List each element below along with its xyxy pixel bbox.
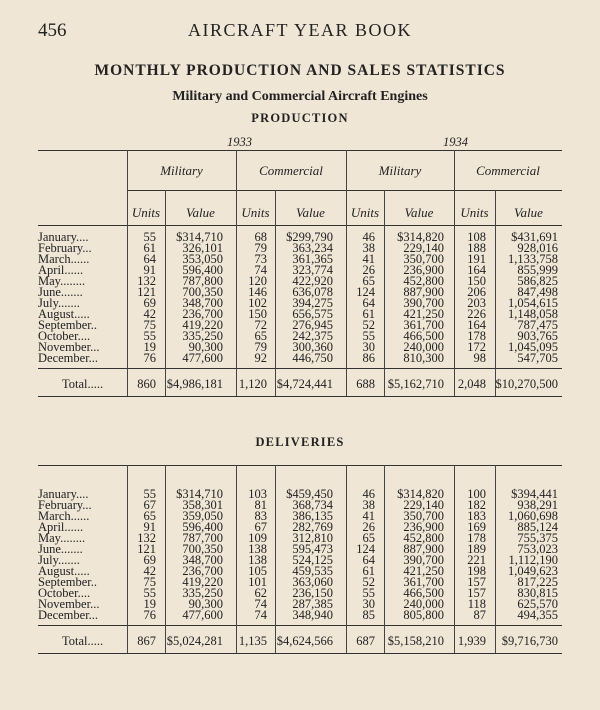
cell-c33u: 138 bbox=[248, 542, 267, 556]
cell-c34u: 98 bbox=[473, 351, 486, 365]
cell-c34v: 1,133,758 bbox=[508, 252, 558, 266]
cell-c33u: 68 bbox=[254, 230, 267, 244]
column-header-value-c33: Value bbox=[296, 205, 325, 220]
month-label: January.... bbox=[38, 487, 89, 501]
cell-m34u: 61 bbox=[362, 307, 375, 321]
total-label: Total..... bbox=[62, 377, 104, 391]
cell-c33u: 74 bbox=[254, 597, 267, 611]
column-divider bbox=[346, 465, 347, 653]
cell-c34v: 830,815 bbox=[517, 586, 558, 600]
cell-m34u: 52 bbox=[362, 575, 375, 589]
cell-c33v: $299,790 bbox=[286, 230, 333, 244]
column-header-value-c34: Value bbox=[514, 205, 543, 220]
cell-m33v: 477,600 bbox=[182, 608, 223, 622]
cell-c33v: 312,810 bbox=[292, 531, 333, 545]
total-m34u: 687 bbox=[356, 634, 375, 648]
cell-c34v: 1,054,615 bbox=[508, 296, 558, 310]
deliveries-table bbox=[38, 465, 562, 685]
cell-m34u: 26 bbox=[362, 263, 375, 277]
cell-c33v: 422,920 bbox=[292, 274, 333, 288]
cell-c33v: 363,234 bbox=[292, 241, 333, 255]
rule-before-total bbox=[38, 625, 562, 626]
cell-m34v: $314,820 bbox=[397, 230, 444, 244]
cell-c34u: 108 bbox=[467, 230, 486, 244]
cell-m34v: 805,800 bbox=[403, 608, 444, 622]
cell-c34u: 221 bbox=[467, 553, 486, 567]
cell-c34u: 178 bbox=[467, 531, 486, 545]
cell-c34v: 753,023 bbox=[517, 542, 558, 556]
cell-c33u: 105 bbox=[248, 564, 267, 578]
page-title: MONTHLY PRODUCTION AND SALES STATISTICS bbox=[94, 62, 506, 79]
month-label: December... bbox=[38, 351, 99, 365]
cell-c34v: 1,049,623 bbox=[508, 564, 558, 578]
rule-bottom bbox=[38, 653, 562, 654]
cell-m33v: 335,250 bbox=[182, 586, 223, 600]
cell-m33u: 42 bbox=[143, 564, 156, 578]
total-m33v: $5,024,281 bbox=[166, 634, 223, 648]
cell-c34v: 885,124 bbox=[517, 520, 558, 534]
cell-m34v: 390,700 bbox=[403, 296, 444, 310]
column-divider bbox=[236, 150, 237, 396]
cell-c33v: 300,360 bbox=[292, 340, 333, 354]
cell-m33v: $314,710 bbox=[176, 230, 223, 244]
cell-m34u: 85 bbox=[362, 608, 375, 622]
cell-c33v: 446,750 bbox=[292, 351, 333, 365]
cell-m34u: 41 bbox=[362, 252, 375, 266]
cell-c34v: 847,498 bbox=[517, 285, 558, 299]
cell-m33v: 700,350 bbox=[182, 285, 223, 299]
month-label: October.... bbox=[38, 586, 91, 600]
group-header-commercial-1933: Commercial bbox=[259, 163, 323, 178]
cell-c34u: 203 bbox=[467, 296, 486, 310]
column-header-value-m34: Value bbox=[404, 205, 434, 220]
cell-m33v: 358,301 bbox=[182, 498, 223, 512]
cell-m33u: 91 bbox=[143, 263, 156, 277]
month-label: February... bbox=[38, 241, 92, 255]
cell-c33u: 102 bbox=[248, 296, 267, 310]
cell-m34v: 361,700 bbox=[403, 575, 444, 589]
cell-c33v: 348,940 bbox=[292, 608, 333, 622]
cell-c34u: 118 bbox=[467, 597, 486, 611]
cell-c34v: 755,375 bbox=[517, 531, 558, 545]
cell-m33u: 19 bbox=[143, 597, 156, 611]
total-c33v: $4,624,566 bbox=[276, 634, 333, 648]
cell-m33v: 90,300 bbox=[188, 340, 223, 354]
cell-c33v: $459,450 bbox=[286, 487, 333, 501]
total-c33u: 1,135 bbox=[238, 634, 267, 648]
month-label: February... bbox=[38, 498, 92, 512]
cell-c33v: 636,078 bbox=[292, 285, 333, 299]
cell-m33v: 787,800 bbox=[182, 274, 223, 288]
cell-m34u: 38 bbox=[362, 241, 375, 255]
cell-m34v: 452,800 bbox=[403, 274, 444, 288]
cell-c34u: 100 bbox=[467, 487, 486, 501]
cell-m34u: 64 bbox=[362, 296, 375, 310]
cell-c34u: 226 bbox=[467, 307, 486, 321]
cell-m34v: 466,500 bbox=[403, 329, 444, 343]
column-divider bbox=[127, 465, 128, 653]
cell-c33u: 103 bbox=[248, 487, 267, 501]
cell-m34v: 361,700 bbox=[403, 318, 444, 332]
cell-c34v: 928,016 bbox=[517, 241, 558, 255]
cell-c34v: 1,060,698 bbox=[508, 509, 558, 523]
cell-c34v: $394,441 bbox=[511, 487, 558, 501]
cell-c33u: 150 bbox=[248, 307, 267, 321]
cell-m33u: 67 bbox=[143, 498, 156, 512]
cell-m34v: 240,000 bbox=[403, 340, 444, 354]
cell-c33v: 363,060 bbox=[292, 575, 333, 589]
cell-m33u: 55 bbox=[143, 329, 156, 343]
cell-c33v: 656,575 bbox=[292, 307, 333, 321]
cell-c34u: 182 bbox=[467, 498, 486, 512]
cell-m33u: 55 bbox=[143, 230, 156, 244]
cell-c34u: 157 bbox=[467, 586, 486, 600]
cell-m33v: 477,600 bbox=[182, 351, 223, 365]
total-m34v: $5,162,710 bbox=[387, 377, 444, 391]
cell-c33v: 595,473 bbox=[292, 542, 333, 556]
cell-m33v: 236,700 bbox=[182, 307, 223, 321]
month-label: May........ bbox=[38, 274, 86, 288]
cell-m33u: 121 bbox=[137, 542, 156, 556]
column-divider bbox=[384, 465, 385, 653]
month-label: July....... bbox=[38, 296, 80, 310]
cell-c33u: 120 bbox=[248, 274, 267, 288]
page-number: 456 bbox=[38, 20, 67, 41]
total-m34u: 688 bbox=[356, 377, 375, 391]
rule-before-total bbox=[38, 368, 562, 369]
cell-m33v: 326,101 bbox=[182, 241, 223, 255]
cell-m34v: 421,250 bbox=[403, 564, 444, 578]
cell-c34u: 164 bbox=[467, 263, 486, 277]
month-label: August..... bbox=[38, 564, 90, 578]
month-label: May........ bbox=[38, 531, 86, 545]
cell-c34u: 188 bbox=[467, 241, 486, 255]
column-divider bbox=[236, 465, 237, 653]
cell-c34v: 1,045,095 bbox=[508, 340, 558, 354]
cell-m34v: 452,800 bbox=[403, 531, 444, 545]
cell-m34u: 124 bbox=[356, 542, 375, 556]
cell-m34u: 61 bbox=[362, 564, 375, 578]
column-divider bbox=[454, 465, 455, 653]
total-label: Total..... bbox=[62, 634, 104, 648]
month-label: April...... bbox=[38, 263, 84, 277]
cell-c33u: 67 bbox=[254, 520, 267, 534]
cell-c33u: 83 bbox=[254, 509, 267, 523]
cell-m34u: 65 bbox=[362, 531, 375, 545]
total-c33v: $4,724,441 bbox=[276, 377, 333, 391]
total-m33u: 867 bbox=[137, 634, 156, 648]
cell-m34u: 124 bbox=[356, 285, 375, 299]
column-divider bbox=[495, 465, 496, 653]
cell-m33u: 65 bbox=[143, 509, 156, 523]
column-header-units-m34: Units bbox=[350, 205, 380, 220]
cell-c33u: 73 bbox=[254, 252, 267, 266]
month-label: March...... bbox=[38, 252, 90, 266]
cell-m34v: 390,700 bbox=[403, 553, 444, 567]
cell-m33v: 419,220 bbox=[182, 575, 223, 589]
cell-c34v: 817,225 bbox=[517, 575, 558, 589]
cell-m33v: 353,050 bbox=[182, 252, 223, 266]
cell-c34u: 198 bbox=[467, 564, 486, 578]
group-header-military-1933: Military bbox=[160, 163, 203, 178]
year-1934-label: 1934 bbox=[443, 135, 468, 149]
column-header-units-c34: Units bbox=[460, 205, 489, 220]
cell-m33u: 69 bbox=[143, 553, 156, 567]
deliveries-title: DELIVERIES bbox=[255, 435, 345, 449]
cell-m34v: 229,140 bbox=[403, 241, 444, 255]
cell-m34v: 240,000 bbox=[403, 597, 444, 611]
cell-c34u: 150 bbox=[467, 274, 486, 288]
cell-m34v: 236,900 bbox=[403, 263, 444, 277]
cell-m34v: 350,700 bbox=[403, 252, 444, 266]
cell-m33u: 42 bbox=[143, 307, 156, 321]
cell-m33v: 236,700 bbox=[182, 564, 223, 578]
cell-c34v: 787,475 bbox=[517, 318, 558, 332]
cell-c33v: 524,125 bbox=[292, 553, 333, 567]
cell-m34v: 236,900 bbox=[403, 520, 444, 534]
rule-top bbox=[38, 150, 562, 151]
cell-m33u: 76 bbox=[143, 608, 156, 622]
cell-m33u: 55 bbox=[143, 487, 156, 501]
cell-m34u: 55 bbox=[362, 586, 375, 600]
cell-m34v: 421,250 bbox=[403, 307, 444, 321]
cell-c34v: 938,291 bbox=[517, 498, 558, 512]
month-label: January.... bbox=[38, 230, 89, 244]
cell-c34v: 855,999 bbox=[517, 263, 558, 277]
cell-c34v: $431,691 bbox=[511, 230, 558, 244]
cell-m33u: 75 bbox=[143, 575, 156, 589]
cell-c34u: 157 bbox=[467, 575, 486, 589]
cell-c33v: 361,365 bbox=[292, 252, 333, 266]
column-divider bbox=[275, 465, 276, 653]
year-1933-label: 1933 bbox=[227, 135, 252, 149]
cell-m33u: 121 bbox=[137, 285, 156, 299]
running-head: AIRCRAFT YEAR BOOK bbox=[187, 20, 413, 40]
group-header-commercial-1934: Commercial bbox=[476, 163, 540, 178]
cell-c33u: 138 bbox=[248, 553, 267, 567]
cell-m33v: $314,710 bbox=[176, 487, 223, 501]
cell-m33v: 596,400 bbox=[182, 263, 223, 277]
cell-c34v: 1,112,190 bbox=[508, 553, 558, 567]
month-label: July....... bbox=[38, 553, 80, 567]
cell-m34u: 38 bbox=[362, 498, 375, 512]
cell-m34v: $314,820 bbox=[397, 487, 444, 501]
month-label: August..... bbox=[38, 307, 90, 321]
cell-m34v: 810,300 bbox=[403, 351, 444, 365]
cell-c34v: 1,148,058 bbox=[508, 307, 558, 321]
cell-m34v: 887,900 bbox=[403, 285, 444, 299]
column-divider bbox=[275, 190, 276, 396]
cell-c34u: 87 bbox=[473, 608, 486, 622]
cell-m33v: 335,250 bbox=[182, 329, 223, 343]
cell-c34u: 169 bbox=[467, 520, 486, 534]
total-m34v: $5,158,210 bbox=[387, 634, 444, 648]
total-c34u: 2,048 bbox=[457, 377, 486, 391]
cell-c33v: 287,385 bbox=[292, 597, 333, 611]
cell-c34u: 172 bbox=[467, 340, 486, 354]
month-label: September.. bbox=[38, 575, 98, 589]
column-divider bbox=[454, 150, 455, 396]
cell-c33u: 74 bbox=[254, 263, 267, 277]
cell-m33v: 348,700 bbox=[182, 553, 223, 567]
rule-bottom bbox=[38, 396, 562, 397]
cell-c33v: 459,535 bbox=[292, 564, 333, 578]
cell-c33u: 65 bbox=[254, 329, 267, 343]
cell-c34v: 586,825 bbox=[517, 274, 558, 288]
cell-m33u: 75 bbox=[143, 318, 156, 332]
cell-m34v: 350,700 bbox=[403, 509, 444, 523]
month-label: November... bbox=[38, 340, 100, 354]
column-divider bbox=[165, 465, 166, 653]
total-m33u: 860 bbox=[137, 377, 156, 391]
month-label: June....... bbox=[38, 285, 83, 299]
cell-m33u: 76 bbox=[143, 351, 156, 365]
cell-m33u: 55 bbox=[143, 586, 156, 600]
cell-m33v: 348,700 bbox=[182, 296, 223, 310]
column-header-value-m33: Value bbox=[186, 205, 215, 220]
rule-group bbox=[127, 190, 562, 191]
cell-m34u: 46 bbox=[362, 230, 375, 244]
cell-m34u: 30 bbox=[362, 597, 375, 611]
cell-m34u: 30 bbox=[362, 340, 375, 354]
cell-c34v: 625,570 bbox=[517, 597, 558, 611]
column-header-units-c33: Units bbox=[241, 205, 270, 220]
cell-c33u: 109 bbox=[248, 531, 267, 545]
column-divider bbox=[127, 150, 128, 396]
cell-c34v: 547,705 bbox=[517, 351, 558, 365]
cell-c33u: 92 bbox=[254, 351, 267, 365]
cell-c33v: 282,769 bbox=[292, 520, 333, 534]
column-divider bbox=[384, 190, 385, 396]
production-table bbox=[38, 150, 562, 414]
cell-c34u: 178 bbox=[467, 329, 486, 343]
cell-c33u: 72 bbox=[254, 318, 267, 332]
month-label: June....... bbox=[38, 542, 83, 556]
month-label: November... bbox=[38, 597, 100, 611]
total-c34v: $9,716,730 bbox=[501, 634, 558, 648]
column-divider bbox=[495, 190, 496, 396]
month-label: March...... bbox=[38, 509, 90, 523]
cell-c33v: 276,945 bbox=[292, 318, 333, 332]
cell-c33u: 79 bbox=[254, 241, 267, 255]
cell-c34v: 903,765 bbox=[517, 329, 558, 343]
total-c33u: 1,120 bbox=[238, 377, 267, 391]
rule-top bbox=[38, 465, 562, 466]
month-label: December... bbox=[38, 608, 99, 622]
cell-m34u: 52 bbox=[362, 318, 375, 332]
column-divider bbox=[165, 190, 166, 396]
cell-m34u: 55 bbox=[362, 329, 375, 343]
cell-c33v: 236,150 bbox=[292, 586, 333, 600]
cell-m33u: 19 bbox=[143, 340, 156, 354]
cell-m34u: 41 bbox=[362, 509, 375, 523]
cell-c34u: 206 bbox=[467, 285, 486, 299]
production-title: PRODUCTION bbox=[251, 111, 349, 125]
cell-m34u: 46 bbox=[362, 487, 375, 501]
cell-c33v: 386,135 bbox=[292, 509, 333, 523]
cell-m33v: 596,400 bbox=[182, 520, 223, 534]
cell-m33v: 787,700 bbox=[182, 531, 223, 545]
month-label: October.... bbox=[38, 329, 91, 343]
cell-m33u: 69 bbox=[143, 296, 156, 310]
cell-c33v: 323,774 bbox=[292, 263, 333, 277]
page-subtitle: Military and Commercial Aircraft Engines bbox=[172, 89, 428, 104]
cell-m34v: 229,140 bbox=[403, 498, 444, 512]
cell-m34v: 887,900 bbox=[403, 542, 444, 556]
cell-m34u: 65 bbox=[362, 274, 375, 288]
cell-c33u: 101 bbox=[248, 575, 267, 589]
cell-m33u: 61 bbox=[143, 241, 156, 255]
cell-c33u: 79 bbox=[254, 340, 267, 354]
rule-header-bottom bbox=[38, 225, 562, 226]
cell-m33u: 64 bbox=[143, 252, 156, 266]
cell-m34u: 86 bbox=[362, 351, 375, 365]
cell-m33u: 132 bbox=[137, 531, 156, 545]
month-label: April...... bbox=[38, 520, 84, 534]
cell-c34u: 183 bbox=[467, 509, 486, 523]
cell-c33u: 146 bbox=[248, 285, 267, 299]
cell-c34u: 164 bbox=[467, 318, 486, 332]
cell-c33v: 242,375 bbox=[292, 329, 333, 343]
cell-c33u: 74 bbox=[254, 608, 267, 622]
cell-m33v: 90,300 bbox=[188, 597, 223, 611]
column-header-units-m33: Units bbox=[131, 205, 161, 220]
cell-m34u: 64 bbox=[362, 553, 375, 567]
cell-m33v: 700,350 bbox=[182, 542, 223, 556]
cell-m34v: 466,500 bbox=[403, 586, 444, 600]
cell-c33v: 368,734 bbox=[292, 498, 333, 512]
cell-c33v: 394,275 bbox=[292, 296, 333, 310]
column-divider bbox=[346, 150, 347, 396]
cell-c34u: 191 bbox=[467, 252, 486, 266]
cell-c34v: 494,355 bbox=[517, 608, 558, 622]
total-m33v: $4,986,181 bbox=[166, 377, 223, 391]
cell-m33v: 359,050 bbox=[182, 509, 223, 523]
cell-m34u: 26 bbox=[362, 520, 375, 534]
group-header-military-1934: Military bbox=[378, 163, 422, 178]
total-c34v: $10,270,500 bbox=[495, 377, 558, 391]
total-c34u: 1,939 bbox=[457, 634, 486, 648]
cell-c33u: 81 bbox=[254, 498, 267, 512]
cell-c34u: 189 bbox=[467, 542, 486, 556]
cell-c33u: 62 bbox=[254, 586, 267, 600]
cell-m33u: 132 bbox=[137, 274, 156, 288]
month-label: September.. bbox=[38, 318, 98, 332]
cell-m33v: 419,220 bbox=[182, 318, 223, 332]
cell-m33u: 91 bbox=[143, 520, 156, 534]
